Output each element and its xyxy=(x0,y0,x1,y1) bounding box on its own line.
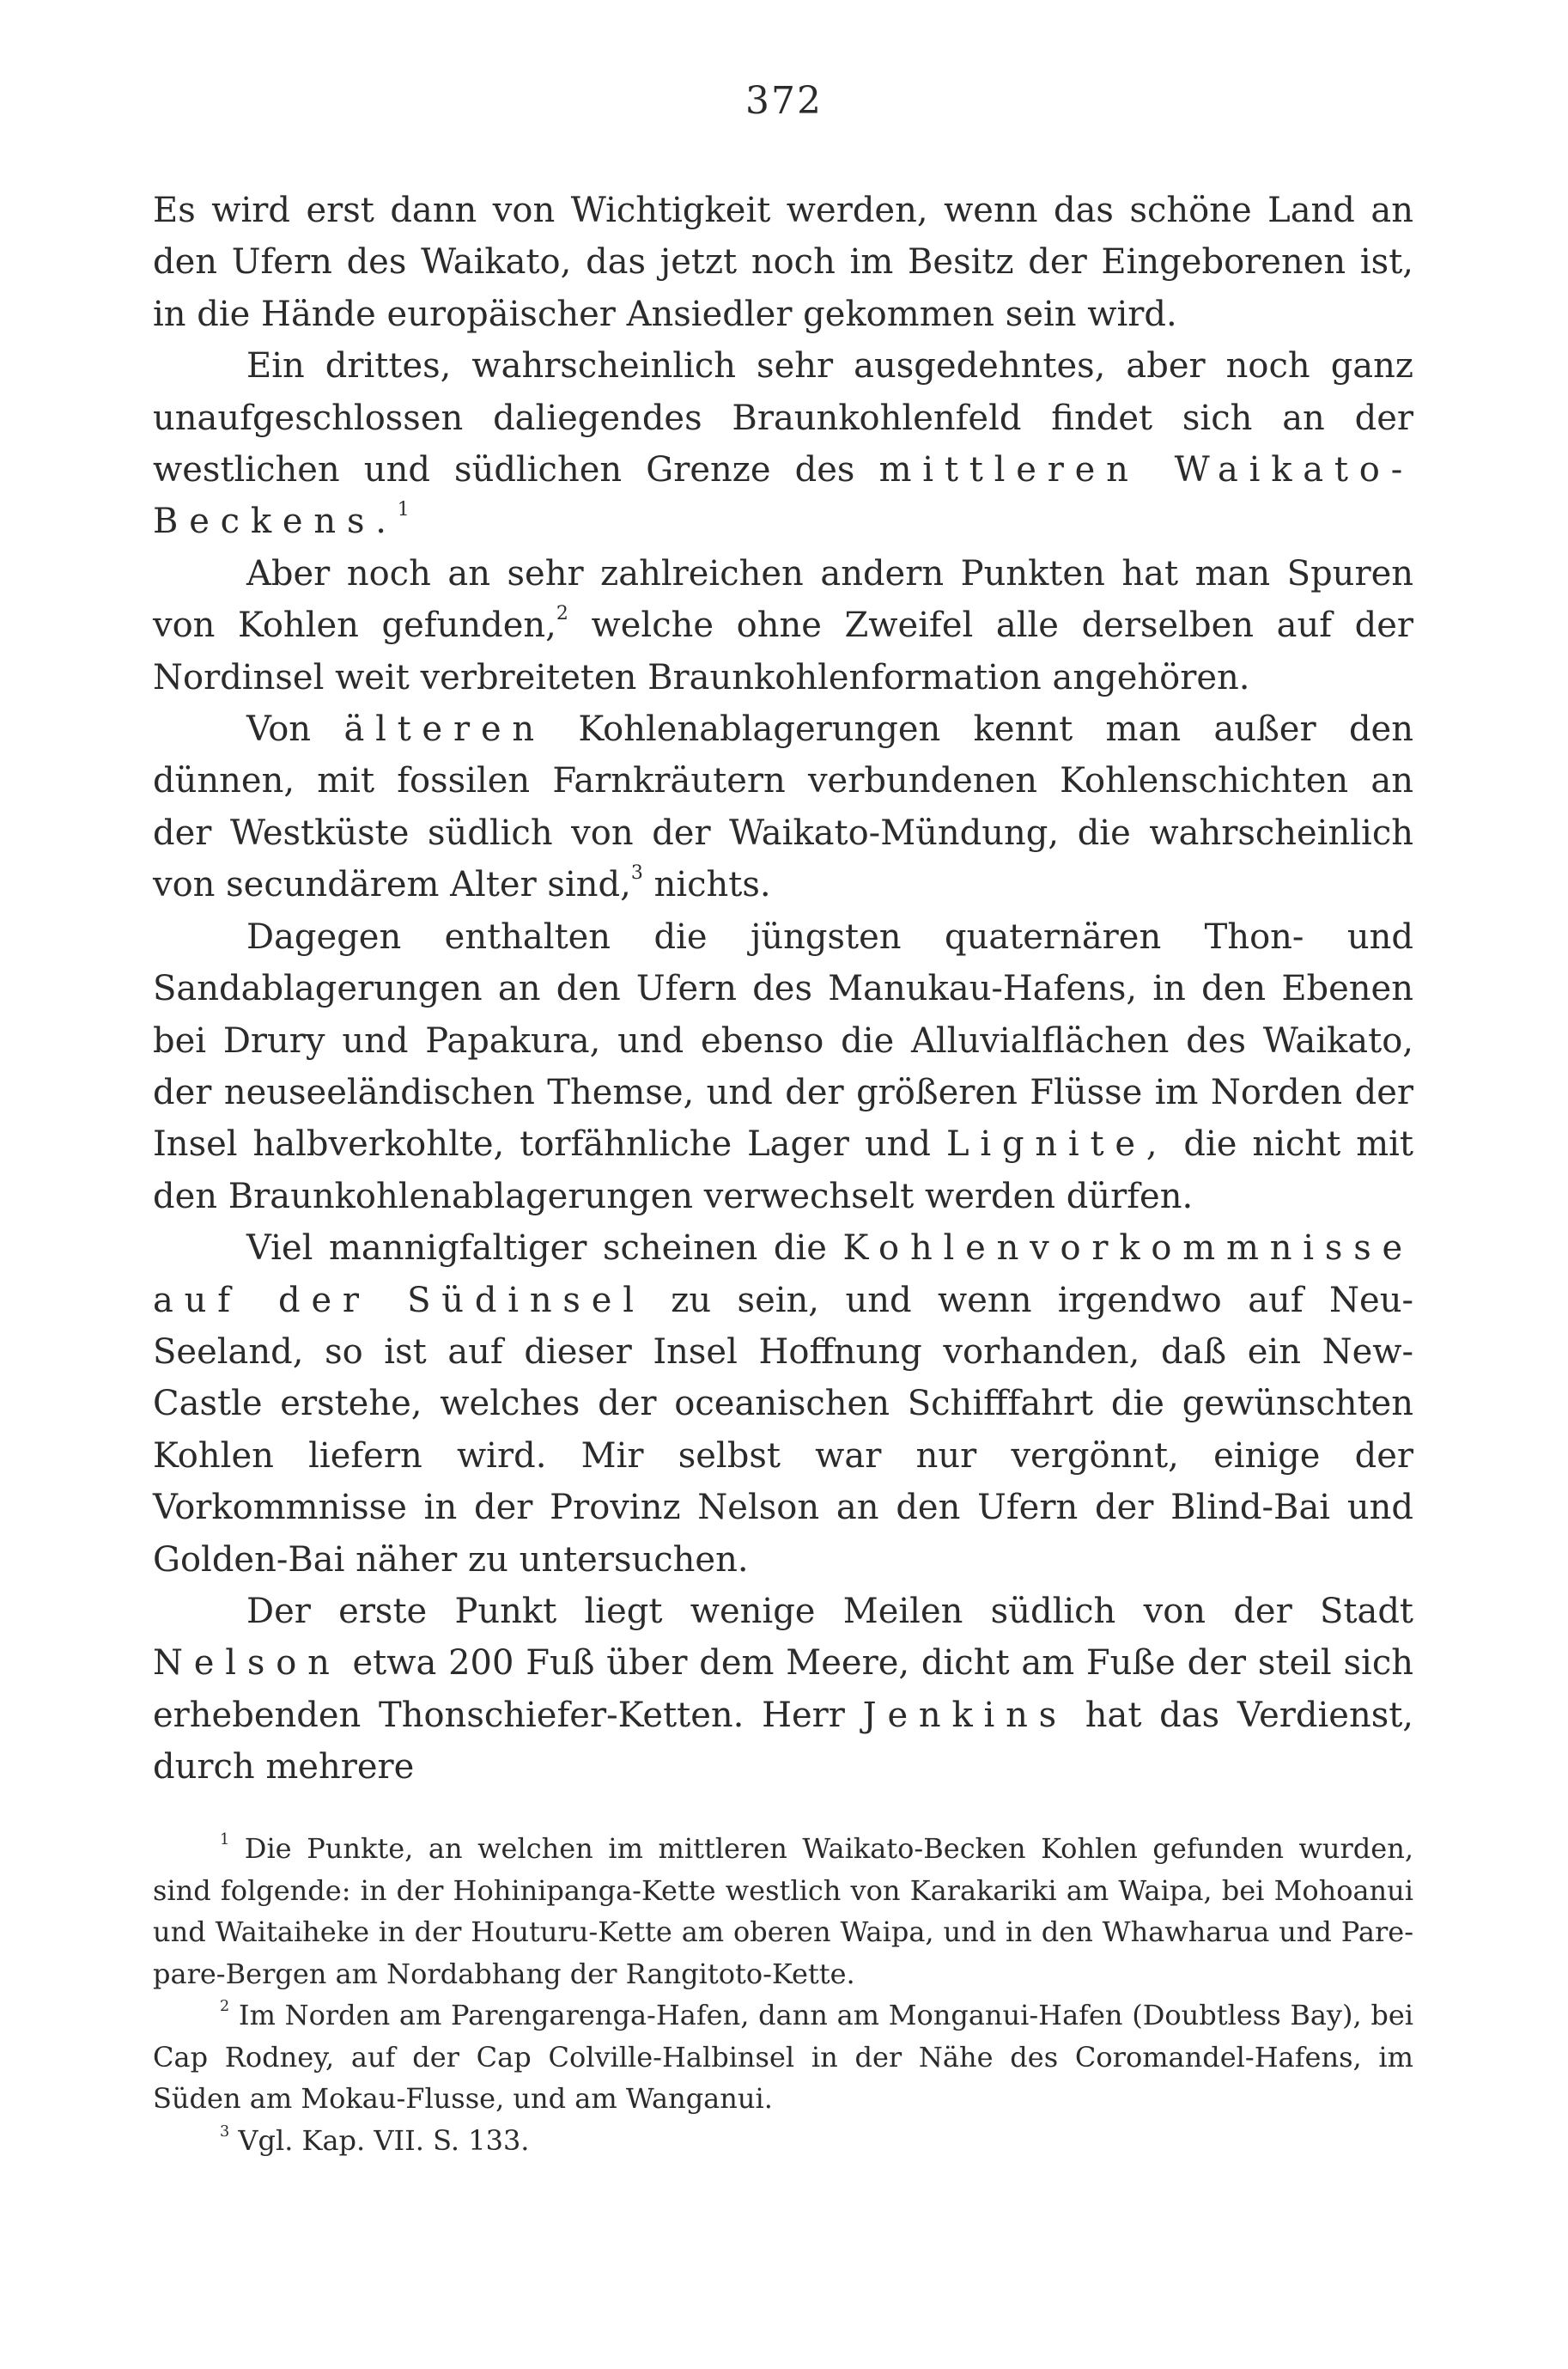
footnote-1-text: Die Punkte, an welchen im mittleren Waikato-Becken Kohlen gefunden wurden, sind folgende: in der Hohinipanga-Kette westlich von Karakariki am Waipa, bei Mohoanui und Waitaiheke in der Houturu-Kette am oberen Waipa, und in den Whawharua und Pare-pare-Bergen am Nordabhang der Rangitoto-Kette. xyxy=(153,1832,1413,1990)
footnote-ref-2[interactable]: 2 xyxy=(556,603,568,625)
paragraph-7-text-a: Der erste Punkt liegt wenige Meilen südlich von der Stadt xyxy=(246,1591,1413,1631)
paragraph-5 xyxy=(153,911,1413,1222)
paragraph-7 xyxy=(153,1586,1413,1793)
paragraph-1-text: Es wird erst dann von Wichtigkeit werden, wenn das schöne Land an den Ufern des Waikato, das jetzt noch im Besitz der Eingeborenen ist, in die Hände europäischer Ansiedler gekommen sein wird. xyxy=(153,191,1413,334)
footnote-1-marker: 1 xyxy=(220,1831,230,1849)
paragraph-4-text-d: nichts. xyxy=(653,865,771,905)
footnote-ref-1[interactable]: 1 xyxy=(397,499,410,521)
paragraph-6-text-a: Viel mannigfaltiger scheinen die xyxy=(246,1228,827,1269)
footnote-2-text: Im Norden am Parengarenga-Hafen, dann am Monganui-Hafen (Doubtless Bay), bei Cap Rodney, auf der Cap Colville-Halbinsel in der Nähe des Coromandel-Hafens, im Süden am Mokau-Flusse, und am Wanganui. xyxy=(153,1999,1414,2115)
paragraph-4-text-c: Kohlenablagerungen kennt man außer den dünnen, mit fossilen Farnkräutern verbundenen Kohlenschichten an der Westküste südlich von der Waikato-Mündung, die wahrscheinlich von secundärem Alter sind, xyxy=(153,709,1413,905)
paragraph-2-text: Ein drittes, wahrscheinlich sehr ausgedehntes, aber noch ganz unaufgeschlossen daliegendes Braunkohlenfeld findet sich an der westlichen und südlichen Grenze des xyxy=(153,346,1413,490)
paragraph-3-text-b: welche ohne Zweifel alle derselben auf der Nordinsel weit verbreiteten Braunkohlenformation angehören. xyxy=(153,606,1414,697)
emphasis-nelson: Nelson xyxy=(153,1643,341,1684)
footnote-3-marker: 3 xyxy=(220,2122,230,2141)
footnote-ref-3[interactable]: 3 xyxy=(630,862,643,885)
paragraph-5-text-a: Dagegen enthalten die jüngsten quaternären Thon- und Sandablagerungen an den Ufern des Manukau-Hafens, in den Ebenen bei Drury und Papakura, und ebenso die Alluvialflächen des Waikato, der neuseeländischen Themse, und der größeren Flüsse im Norden der Insel halbverkohlte, torfähnliche Lager und xyxy=(153,917,1413,1165)
emphasis-lignite: Lignite, xyxy=(946,1124,1169,1165)
paragraph-5-text-c: die nicht mit den Braunkohlenablagerungen verwechselt werden dürfen. xyxy=(153,1124,1413,1216)
paragraph-3-text-a: Aber noch an sehr zahlreichen andern Punkten hat man Spuren von Kohlen gefunden, xyxy=(153,553,1413,646)
footnote-3 xyxy=(153,2120,1413,2162)
paragraph-3 xyxy=(153,548,1413,703)
paragraph-4-text-a: Von xyxy=(246,709,312,750)
paragraph-6-text-c: zu sein, und wenn irgendwo auf Neu-Seeland, so ist auf dieser Insel Hoffnung vorhanden, daß ein New-Castle erstehe, welches der oceanischen Schifffahrt die gewünschten Kohlen liefern wird. Mir selbst war nur vergönnt, einige der Vorkommnisse in der Provinz Nelson an den Ufern der Blind-Bai und Golden-Bai näher zu untersuchen. xyxy=(153,1280,1414,1580)
emphasis-kohlenvorkommnisse: Kohlenvorkommnisse auf der Südinsel xyxy=(153,1228,1413,1320)
paragraph-7-text-e: hat das Verdienst, durch mehrere xyxy=(153,1695,1414,1787)
paragraph-6 xyxy=(153,1222,1413,1586)
paragraph-7-text-c: etwa 200 Fuß über dem Meere, dicht am Fuße der steil sich erhebenden Thonschiefer-Ketten. Herr xyxy=(153,1643,1413,1735)
footnote-3-text: Vgl. Kap. VII. S. 133. xyxy=(238,2123,530,2157)
footnote-2-marker: 2 xyxy=(220,1998,230,2016)
footnote-2 xyxy=(153,1994,1413,2120)
emphasis-aelteren: älteren xyxy=(343,709,545,750)
main-text xyxy=(153,185,1413,1793)
footnotes xyxy=(153,1828,1413,2161)
paragraph-4 xyxy=(153,703,1413,911)
emphasis-jenkins: Jenkins xyxy=(862,1695,1068,1735)
paragraph-1 xyxy=(153,185,1413,340)
footnote-1 xyxy=(153,1828,1413,1994)
page-number: 372 xyxy=(745,79,823,123)
emphasis-waikato-becken: mittleren Waikato-Beckens. xyxy=(153,450,1414,542)
paragraph-2 xyxy=(153,340,1413,548)
